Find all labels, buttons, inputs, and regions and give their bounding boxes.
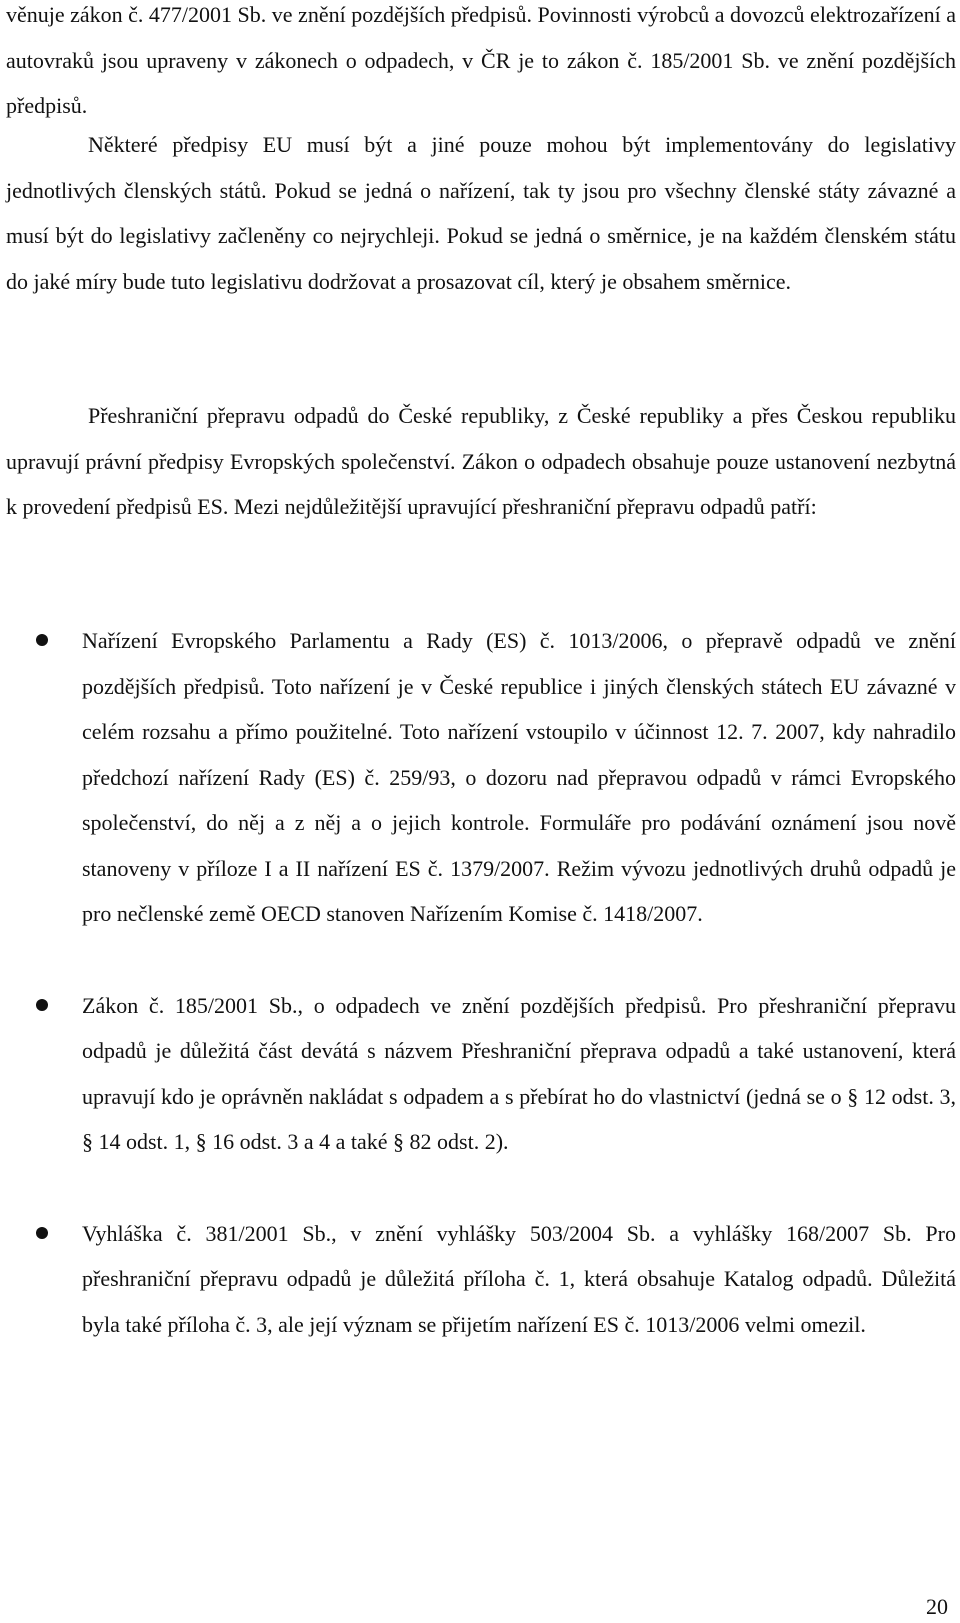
body-paragraph: věnuje zákon č. 477/2001 Sb. ve znění pozdějších předpisů. Povinnosti výrobců a dovozců elektrozařízení a autovraků jsou upraveny v zákonech o odpadech, v ČR je to zákon č. 185/2001 Sb. ve znění pozdějších předpisů. bbox=[6, 2, 957, 118]
list-item-text: Nařízení Evropského Parlamentu a Rady (ES) č. 1013/2006, o přepravě odpadů ve znění pozdějších předpisů. Toto nařízení je v České republice i jiných členských státech EU závazné v celém rozsahu a přímo použitelné. Toto nařízení vstoupilo v účinnost 12. 7. 2007, kdy nahradilo předchozí nařízení Rady (ES) č. 259/93, o dozoru nad přepravou odpadů v rámci Evropského společenství, do něj a z něj a o jejich kontrole. Formuláře pro podávání oznámení jsou nově stanoveny v příloze I a II nařízení ES č. 1379/2007. Režim vývozu jednotlivých druhů odpadů je pro nečlenské země OECD stanoven Nařízením Komise č. 1418/2007. bbox=[82, 628, 956, 926]
list-item bbox=[0, 618, 960, 937]
bullet-icon bbox=[36, 634, 48, 646]
page-number: 20 bbox=[926, 1594, 948, 1619]
list-item-text: Zákon č. 185/2001 Sb., o odpadech ve znění pozdějších předpisů. Pro přeshraniční přepravu odpadů je důležitá část devátá s názvem Přeshraniční přeprava odpadů a také ustanovení, která upravují kdo je oprávněn nakládat s odpadem a s přebírat ho do vlastnictví (jedná se o § 12 odst. 3, § 14 odst. 1, § 16 odst. 3 a 4 a také § 82 odst. 2). bbox=[82, 992, 956, 1154]
bullet-icon bbox=[36, 1227, 48, 1239]
list-item bbox=[0, 983, 960, 1165]
list-item-text: Vyhláška č. 381/2001 Sb., v znění vyhlášky 503/2004 Sb. a vyhlášky 168/2007 Sb. Pro přeshraniční přepravu odpadů je důležitá příloha č. 1, která obsahuje Katalog odpadů. Důležitá byla také příloha č. 3, ale její význam se přijetím nařízení ES č. 1013/2006 velmi omezil. bbox=[82, 1220, 956, 1337]
body-paragraph: Přeshraniční přepravu odpadů do České republiky, z České republiky a přes Českou republiku upravují právní předpisy Evropských společenství. Zákon o odpadech obsahuje pouze ustanovení nezbytná k provedení předpisů ES. Mezi nejdůležitější upravující přeshraniční přepravu odpadů patří: bbox=[6, 403, 956, 519]
body-paragraph: Některé předpisy EU musí být a jiné pouze mohou být implementovány do legislativy jednotlivých členských států. Pokud se jedná o nařízení, tak ty jsou pro všechny členské státy závazné a musí být do legislativy začleněny co nejrychleji. Pokud se jedná o směrnice, je na každém členském státu do jaké míry bude tuto legislativu dodržovat a prosazovat cíl, který je obsahem směrnice. bbox=[6, 132, 956, 294]
list-item bbox=[0, 1211, 960, 1348]
bullet-list bbox=[0, 618, 960, 1347]
bullet-icon bbox=[36, 999, 48, 1011]
